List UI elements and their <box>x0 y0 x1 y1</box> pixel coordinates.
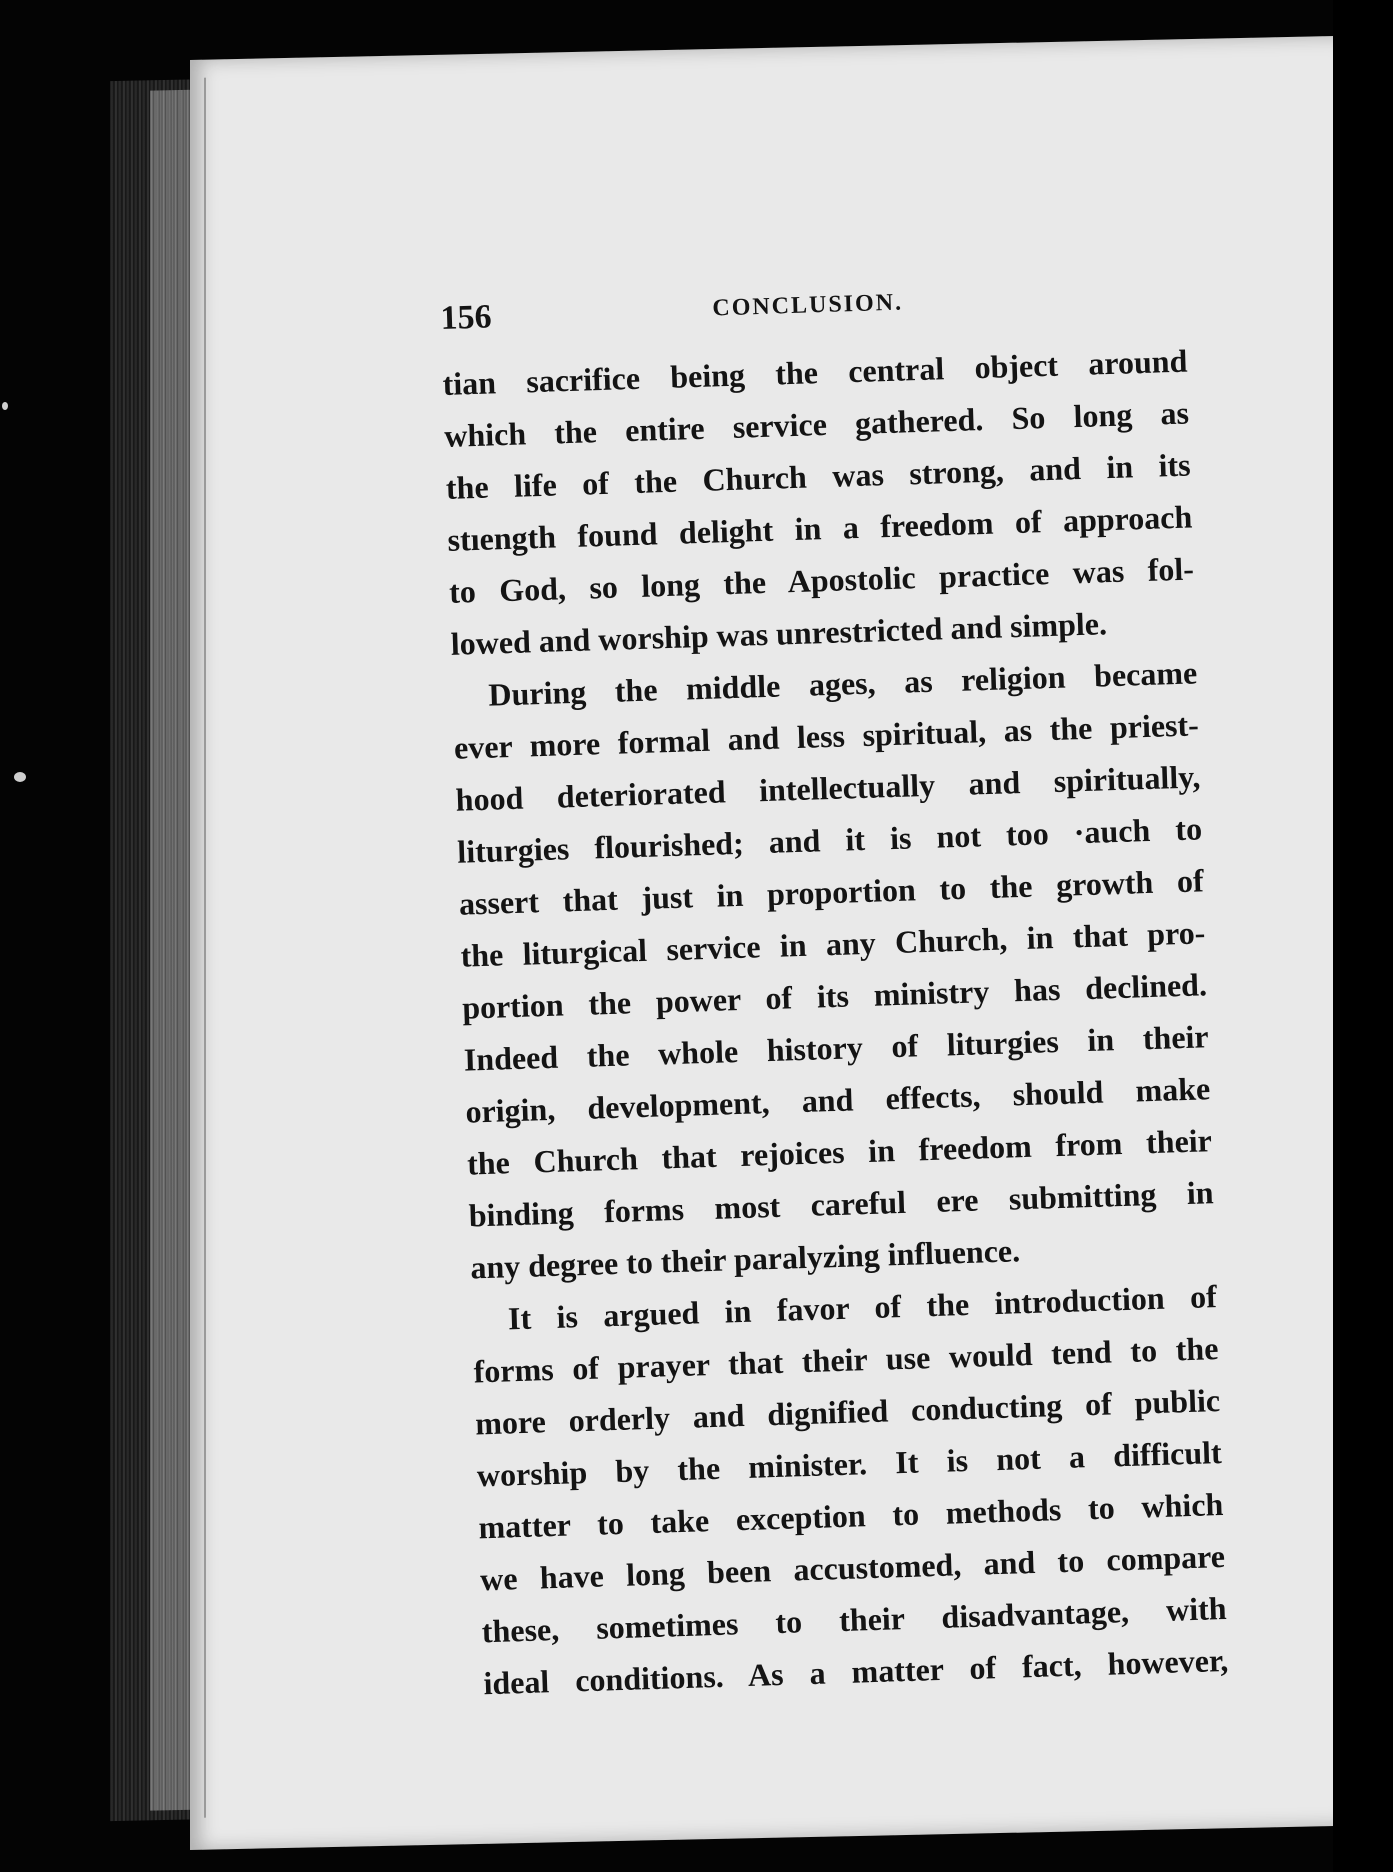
text-line: the Church that rejoices in freedom from their <box>466 1122 1213 1182</box>
page-number: 156 <box>440 298 493 337</box>
text-line: hood deteriorated intellectually and spiritually, <box>455 758 1201 818</box>
text-line: stıength found delight in a freedom of approach <box>446 498 1193 558</box>
text-line: ever more formal and less spiritual, as the priest- <box>453 706 1200 766</box>
scan-right-margin <box>1333 0 1393 1872</box>
text-line: During the middle ages, as religion became <box>487 654 1198 713</box>
text-line: It is argued in favor of the introduction of <box>507 1278 1218 1337</box>
dust-speck <box>2 402 8 410</box>
page-gutter-line <box>204 78 206 1818</box>
text-line: any degree to their paralyzing influence. <box>469 1232 1021 1286</box>
text-line: these, sometimes to their disadvantage, with <box>481 1589 1228 1650</box>
text-line: to God, so long the Apostolic practice was fol- <box>448 550 1195 610</box>
text-line: we have long been accustomed, and to compare <box>479 1537 1226 1598</box>
text-line: forms of prayer that their use would tend to the <box>473 1330 1219 1390</box>
text-line: ideal conditions. As a matter of fact, however, <box>482 1641 1229 1702</box>
text-line: tian sacrifice being the central object around <box>442 342 1188 402</box>
text-line: Indeed the whole history of liturgies in their <box>463 1018 1210 1078</box>
running-title: CONCLUSION. <box>711 289 904 322</box>
text-line: the liturgical service in any Church, in that pro- <box>460 914 1206 974</box>
text-line: portion the power of its ministry has declined. <box>461 966 1208 1026</box>
dust-speck <box>14 772 26 782</box>
text-line: the life of the Church was strong, and in its <box>445 446 1192 506</box>
text-line: more orderly and dignified conducting of public <box>474 1382 1221 1442</box>
page-text-block <box>440 277 1229 1710</box>
text-line: worship by the minister. It is not a difficult <box>476 1434 1223 1494</box>
text-line: lowed and worship was unrestricted and simple. <box>450 605 1108 662</box>
text-line: matter to take exception to methods to which <box>478 1486 1224 1546</box>
text-line: assert that just in proportion to the growth of <box>458 862 1205 922</box>
text-line: origin, development, and effects, should make <box>464 1070 1211 1130</box>
text-line: which the entire service gathered. So long as <box>443 394 1190 454</box>
text-line: binding forms most careful ere submitting in <box>468 1174 1214 1234</box>
text-line: liturgies flourished; and it is not too ·auch to <box>456 810 1203 870</box>
